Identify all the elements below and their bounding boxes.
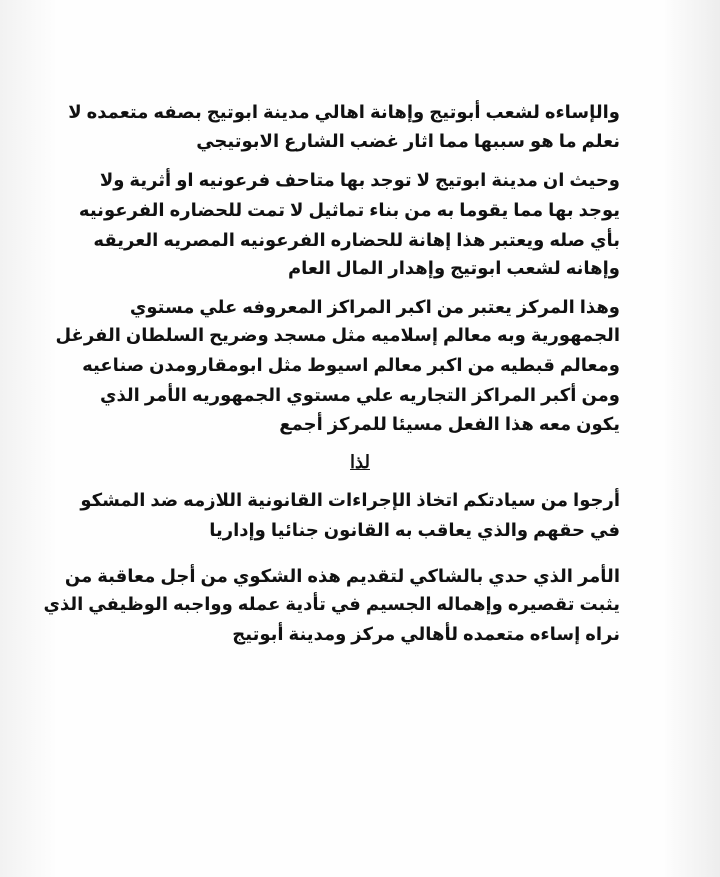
section-heading: لذا (350, 452, 370, 472)
text-line: الأمر الذي حدي بالشاكي لتقديم هذه الشكوي من أجل معاقبة من (64, 566, 620, 586)
text-line: بأي صله ويعتبر هذا إهانة للحضاره الفرعونيه المصريه العريقه (93, 230, 620, 250)
text-line: في حقهم والذي يعاقب به القانون جنائيا وإداريا (209, 520, 620, 540)
text-line: وإهانه لشعب ابوتيج وإهدار المال العام (287, 258, 620, 278)
text-line: يكون معه هذا الفعل مسيئا للمركز أجمع (279, 414, 620, 434)
text-line: نراه إساءه متعمده لأهالي مركز ومدينة أبوتيج (232, 624, 620, 644)
text-line: ومعالم قبطيه من اكبر معالم اسيوط مثل ابومقارومدن صناعيه (82, 355, 620, 375)
text-line: الجمهورية وبه معالم إسلاميه مثل مسجد وضريح السلطان الفرغل (55, 325, 620, 345)
text-line: ومن أكبر المراكز التجاريه علي مستوي الجمهوريه الأمر الذي (100, 385, 620, 405)
text-line: والإساءه لشعب أبوتيج وإهانة اهالي مدينة ابوتيج بصفه متعمده لا (68, 102, 620, 122)
text-line: نعلم ما هو سببها مما اثار غضب الشارع الابوتيجي (196, 131, 620, 151)
text-line: أرجوا من سيادتكم اتخاذ الإجراءات القانونية اللازمه ضد المشكو (80, 490, 620, 510)
text-line: وهذا المركز يعتبر من اكبر المراكز المعروفه علي مستوي (129, 297, 620, 317)
text-line: وحيث ان مدينة ابوتيج لا توجد بها متاحف فرعونيه او أثرية ولا (99, 170, 620, 190)
text-line: يوجد بها مما يقوما به من بناء تماثيل لا تمت للحضاره الفرعونيه (78, 200, 620, 220)
text-line: يثبت تقصيره وإهماله الجسيم في تأدية عمله وواجبه الوظيفي الذي (43, 594, 620, 614)
